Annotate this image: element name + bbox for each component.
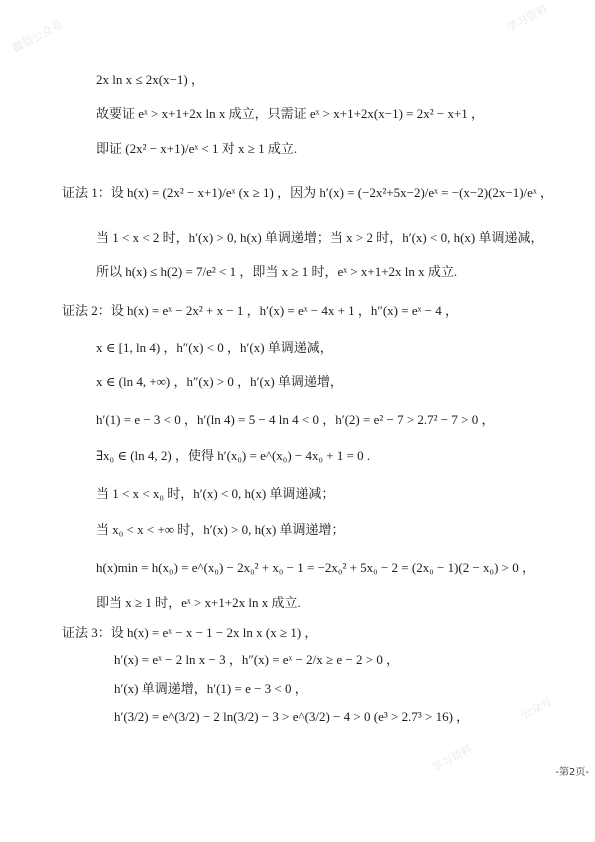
line-4: 证法 1：设 h(x) = (2x² − x+1)/eˣ (x ≥ 1) ，因为 h′(x) = (−2x²+5x−2)/eˣ = −(x−2)(2x−1)/eˣ ，	[62, 185, 553, 200]
line-17: h′(x) = eˣ − 2 ln x − 3 ，h″(x) = eˣ − 2/x ≥ e − 2 > 0 ，	[114, 652, 400, 667]
line-12: 当 1 < x < x₀ 时，h′(x) < 0, h(x) 单调递减；	[96, 486, 335, 501]
line-19: h′(3/2) = e^(3/2) − 2 ln(3/2) − 3 > e^(3/2) − 4 > 0 (e³ > 2.7³ > 16) ，	[114, 709, 470, 724]
line-6: 所以 h(x) ≤ h(2) = 7/e² < 1 ，即当 x ≥ 1 时，eˣ > x+1+2x ln x 成立.	[96, 264, 458, 279]
line-9: x ∈ (ln 4, +∞) ，h″(x) > 0 ，h′(x) 单调递增，	[96, 374, 343, 389]
line-1: 2x ln x ≤ 2x(x−1) ，	[96, 72, 204, 87]
line-8: x ∈ [1, ln 4) ，h″(x) < 0 ，h′(x) 单调递减，	[96, 340, 333, 355]
line-13: 当 x₀ < x < +∞ 时，h′(x) > 0, h(x) 单调递增；	[96, 522, 345, 537]
line-10: h′(1) = e − 3 < 0 ，h′(ln 4) = 5 − 4 ln 4 < 0 ，h′(2) = e² − 7 > 2.7² − 7 > 0 ，	[96, 412, 495, 427]
line-5: 当 1 < x < 2 时，h′(x) > 0, h(x) 单调递增；当 x > 2 时，h′(x) < 0, h(x) 单调递减，	[96, 230, 544, 245]
line-15: 即当 x ≥ 1 时，eˣ > x+1+2x ln x 成立.	[96, 595, 301, 610]
line-16: 证法 3：设 h(x) = eˣ − x − 1 − 2x ln x (x ≥ 1) ，	[62, 625, 318, 640]
line-18: h′(x) 单调递增，h′(1) = e − 3 < 0 ，	[114, 681, 308, 696]
line-14: h(x)min = h(x₀) = e^(x₀) − 2x₀² + x₀ − 1 = −2x₀² + 5x₀ − 2 = (2x₀ − 1)(2 − x₀) > 0 ，	[96, 560, 535, 575]
watermark-2: 学习资料	[504, 2, 550, 35]
watermark-3: 公众号	[519, 694, 555, 722]
watermark-4: 学习资料	[429, 742, 475, 775]
line-2: 故要证 eˣ > x+1+2x ln x 成立，只需证 eˣ > x+1+2x(x−1) = 2x² − x+1 ，	[96, 106, 485, 121]
line-11: ∃x₀ ∈ (ln 4, 2) ，使得 h′(x₀) = e^(x₀) − 4x₀ + 1 = 0 .	[96, 448, 371, 463]
page-number: -第2页-	[555, 767, 589, 778]
line-3: 即证 (2x² − x+1)/eˣ < 1 对 x ≥ 1 成立.	[96, 141, 298, 156]
line-7: 证法 2：设 h(x) = eˣ − 2x² + x − 1 ，h′(x) = eˣ − 4x + 1 ，h″(x) = eˣ − 4 ，	[62, 303, 458, 318]
watermark-1: 微信公众号	[10, 17, 66, 56]
